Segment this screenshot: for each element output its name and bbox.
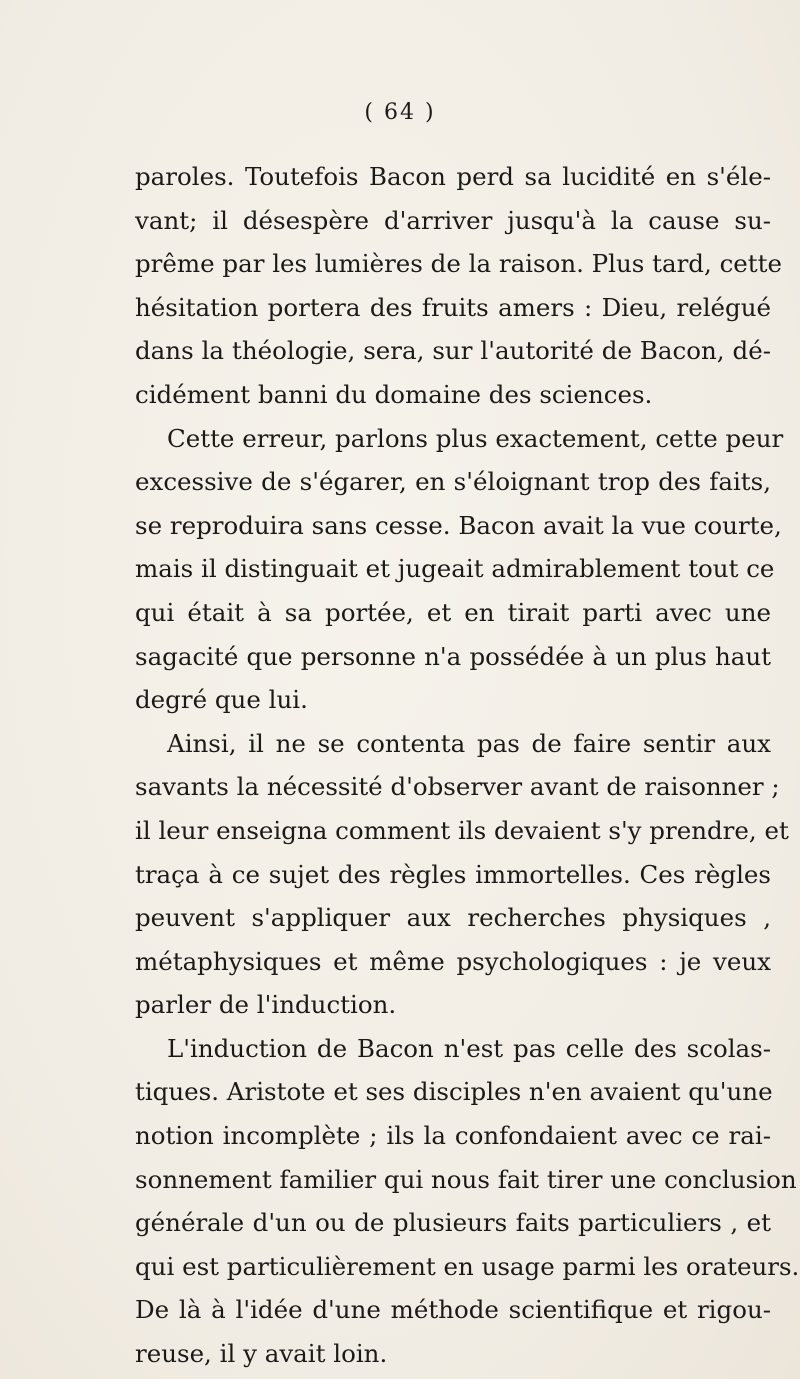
- text-line: sagacité que personne n'a possédée à un plus haut: [135, 641, 771, 671]
- text-line: excessive de s'égarer, en s'éloignant trop des faits,: [135, 467, 771, 497]
- text-line: mais il distinguait et jugeait admirablement tout ce: [135, 554, 775, 584]
- text-line: se reproduira sans cesse. Bacon avait la vue courte,: [135, 510, 782, 540]
- text-line: traça à ce sujet des règles immortelles. Ces règles: [135, 859, 771, 889]
- text-line: prême par les lumières de la raison. Plus tard, cette: [135, 249, 782, 279]
- text-line: paroles. Toutefois Bacon perd sa lucidité en s'éle-: [135, 162, 771, 191]
- text-line: notion incomplète ; ils la confondaient avec ce rai-: [135, 1121, 771, 1151]
- text-line: vant; il désespère d'arriver jusqu'à la cause su-: [135, 205, 771, 235]
- text-line: il leur enseigna comment ils devaient s'y prendre, et: [135, 815, 789, 845]
- text-line: hésitation portera des fruits amers : Dieu, relégué: [135, 292, 771, 322]
- text-line: Cette erreur, parlons plus exactement, cette peur: [167, 423, 784, 453]
- text-line: générale d'un ou de plusieurs faits particuliers , et: [135, 1208, 771, 1238]
- page-number: ( 64 ): [364, 100, 436, 125]
- text-line: parler de l'induction.: [135, 990, 397, 1020]
- text-line: L'induction de Bacon n'est pas celle des scolas-: [167, 1033, 771, 1063]
- text-line: degré que lui.: [135, 685, 308, 715]
- text-line: métaphysiques et même psychologiques : je veux: [135, 946, 771, 976]
- body-text: [135, 155, 800, 1376]
- text-line: dans la théologie, sera, sur l'autorité de Bacon, dé-: [135, 336, 771, 366]
- text-line: reuse, il y avait loin.: [135, 1339, 388, 1369]
- text-line: cidément banni du domaine des sciences.: [135, 379, 653, 409]
- text-line: tiques. Aristote et ses disciples n'en avaient qu'une: [135, 1077, 773, 1107]
- text-line: De là à l'idée d'une méthode scientifique et rigou-: [135, 1295, 771, 1325]
- text-line: peuvent s'appliquer aux recherches physiques ,: [135, 903, 771, 933]
- text-line: qui était à sa portée, et en tirait parti avec une: [135, 597, 771, 627]
- text-line: savants la nécessité d'observer avant de raisonner ;: [135, 772, 780, 802]
- text-line: sonnement familier qui nous fait tirer une conclusion: [135, 1164, 797, 1194]
- text-line: qui est particulièrement en usage parmi les orateurs.: [135, 1251, 800, 1281]
- text-line: Ainsi, il ne se contenta pas de faire sentir aux: [167, 728, 771, 758]
